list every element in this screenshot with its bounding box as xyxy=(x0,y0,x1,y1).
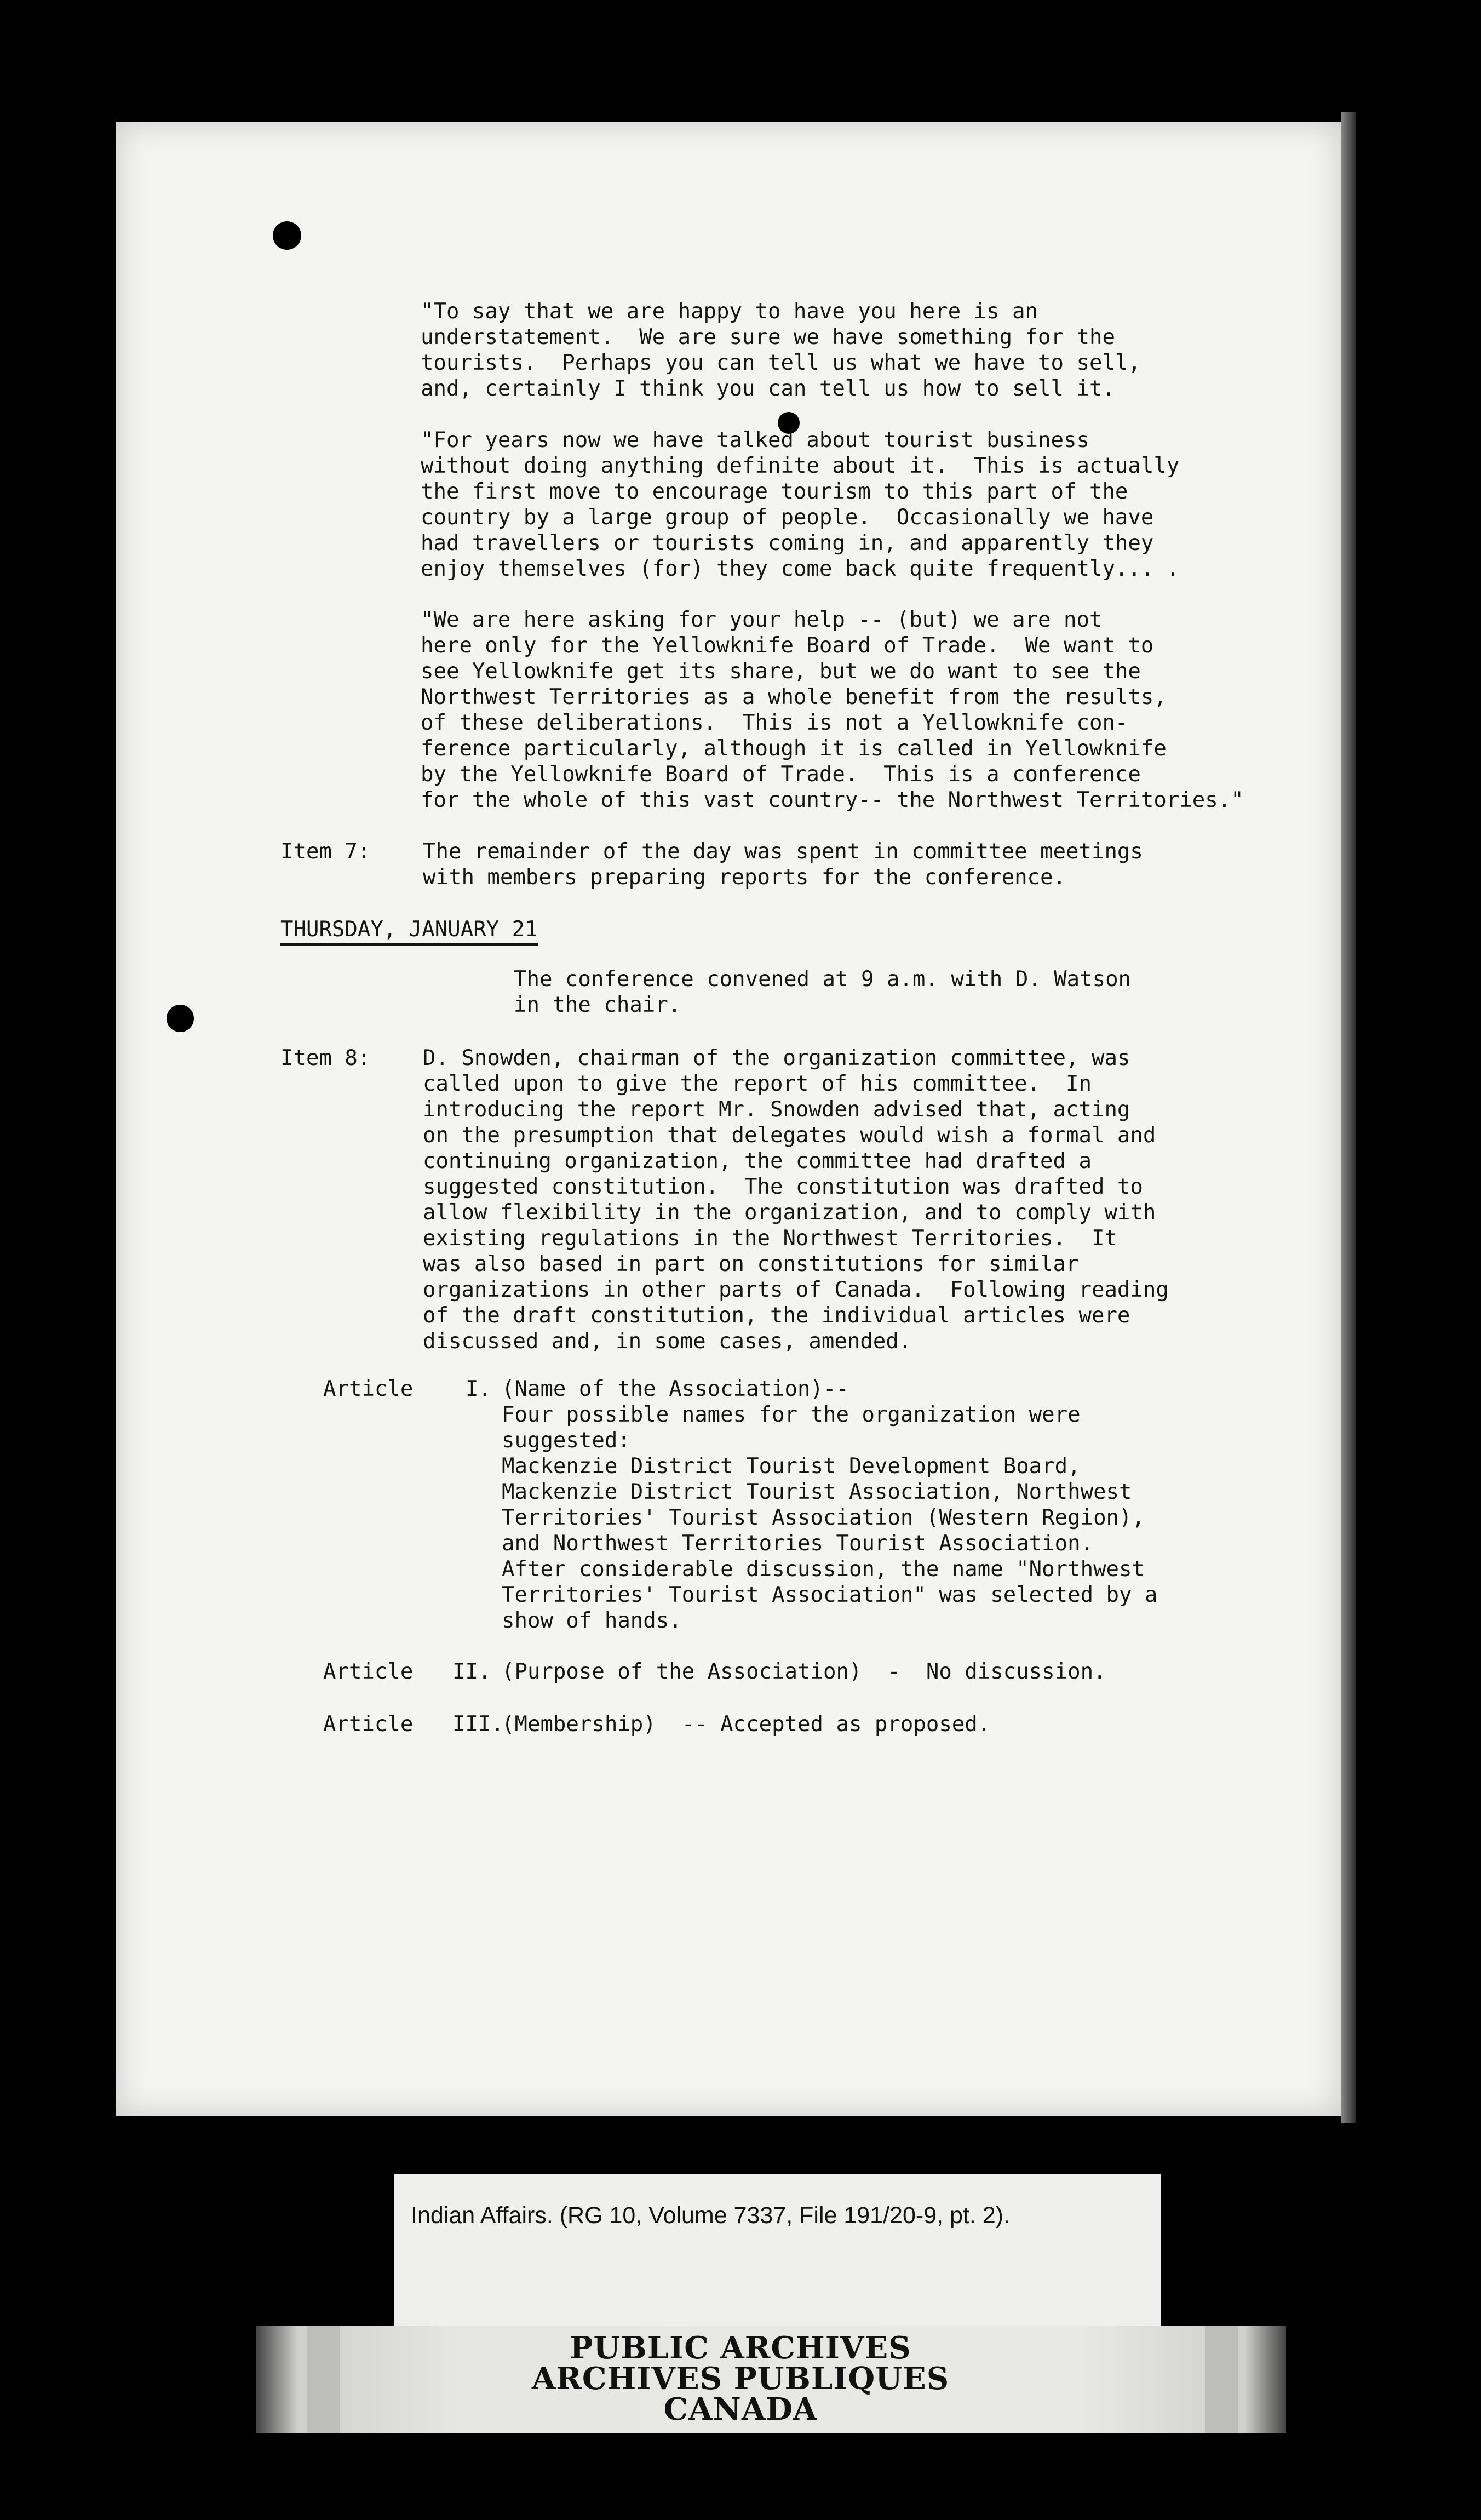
item-8-text: D. Snowden, chairman of the organization committee, was called upon to give the report of his committee. In introducing the report Mr. Snowden advised that, acting on the presumption that delegates would wish a formal and continuing organization, the committee had drafted a suggested constitution. The constitution was drafted to allow flexibility in the organization, and to comply with existing regulations in the Northwest Territories. It was also based in part on constitutions for similar organizations in other parts of Canada. Following reading of the draft constitution, the individual articles were discussed and, in some cases, amended. xyxy=(423,1046,1169,1354)
article-3-label: Article xyxy=(323,1712,414,1737)
quote-paragraph-2: "For years now we have talked about tourist business without doing anything definite about it. This is actually the first move to encourage tourism to this part of the country by a large group of people. Occasionally we have had travellers or tourists coming in, and apparently they enjoy themselves (for) they come back quite frequently... . xyxy=(421,428,1180,581)
archives-line-country: CANADA xyxy=(663,2391,818,2427)
convened-paragraph: The conference convened at 9 a.m. with D. Watson in the chair. xyxy=(514,967,1132,1017)
page-edge-shadow xyxy=(1341,112,1356,2123)
archives-line-french: ARCHIVES PUBLIQUES xyxy=(531,2361,950,2397)
day-heading: THURSDAY, JANUARY 21 xyxy=(280,917,538,946)
item-7-label: Item 7: xyxy=(280,839,371,864)
archives-stamp xyxy=(0,2330,1481,2427)
item-8-label: Item 8: xyxy=(280,1046,371,1070)
article-2-number: II. xyxy=(452,1659,491,1684)
article-3-text: (Membership) -- Accepted as proposed. xyxy=(502,1712,991,1737)
article-1-label: Article xyxy=(323,1377,414,1401)
quote-paragraph-3: "We are here asking for your help -- (but) we are not here only for the Yellowknife Board of Trade. We want to see Yellowknife get its share, but we do want to see the Northwest Territories as a whole benefit from the results, of these deliberations. This is not a Yellowknife con- ference particularly, although it is called in Yellowknife by the Yellowknife Board of Trade. This is a conference for the whole of this vast country-- the Northwest Territories." xyxy=(421,608,1244,812)
quote-paragraph-1: "To say that we are happy to have you here is an understatement. We are sure we have something for the tourists. Perhaps you can tell us what we have to sell, and, certainly I think you can tell us how to sell it. xyxy=(421,299,1141,401)
ink-spot xyxy=(167,1005,194,1032)
article-2-text: (Purpose of the Association) - No discussion. xyxy=(502,1659,1106,1684)
article-1-number: I. xyxy=(466,1377,491,1401)
article-3-number: III. xyxy=(452,1712,504,1737)
citation-text: Indian Affairs. (RG 10, Volume 7337, File 191/20-9, pt. 2). xyxy=(411,2202,1010,2229)
article-1-text: (Name of the Association)-- Four possible names for the organization were suggested: Mackenzie District Tourist Development Board, Mackenzie District Tourist Association, Northwest Territories' Tourist Association (Western Region), and Northwest Territories Tourist Association. After considerable discussion, the name "Northwest Territories' Tourist Association" was selected by a show of hands. xyxy=(502,1377,1158,1633)
ink-spot xyxy=(273,221,301,250)
item-7-text: The remainder of the day was spent in committee meetings with members preparing reports for the conference. xyxy=(423,839,1143,890)
archives-line-english: PUBLIC ARCHIVES xyxy=(570,2330,911,2366)
citation-label xyxy=(394,2174,1161,2326)
article-2-label: Article xyxy=(323,1659,414,1684)
